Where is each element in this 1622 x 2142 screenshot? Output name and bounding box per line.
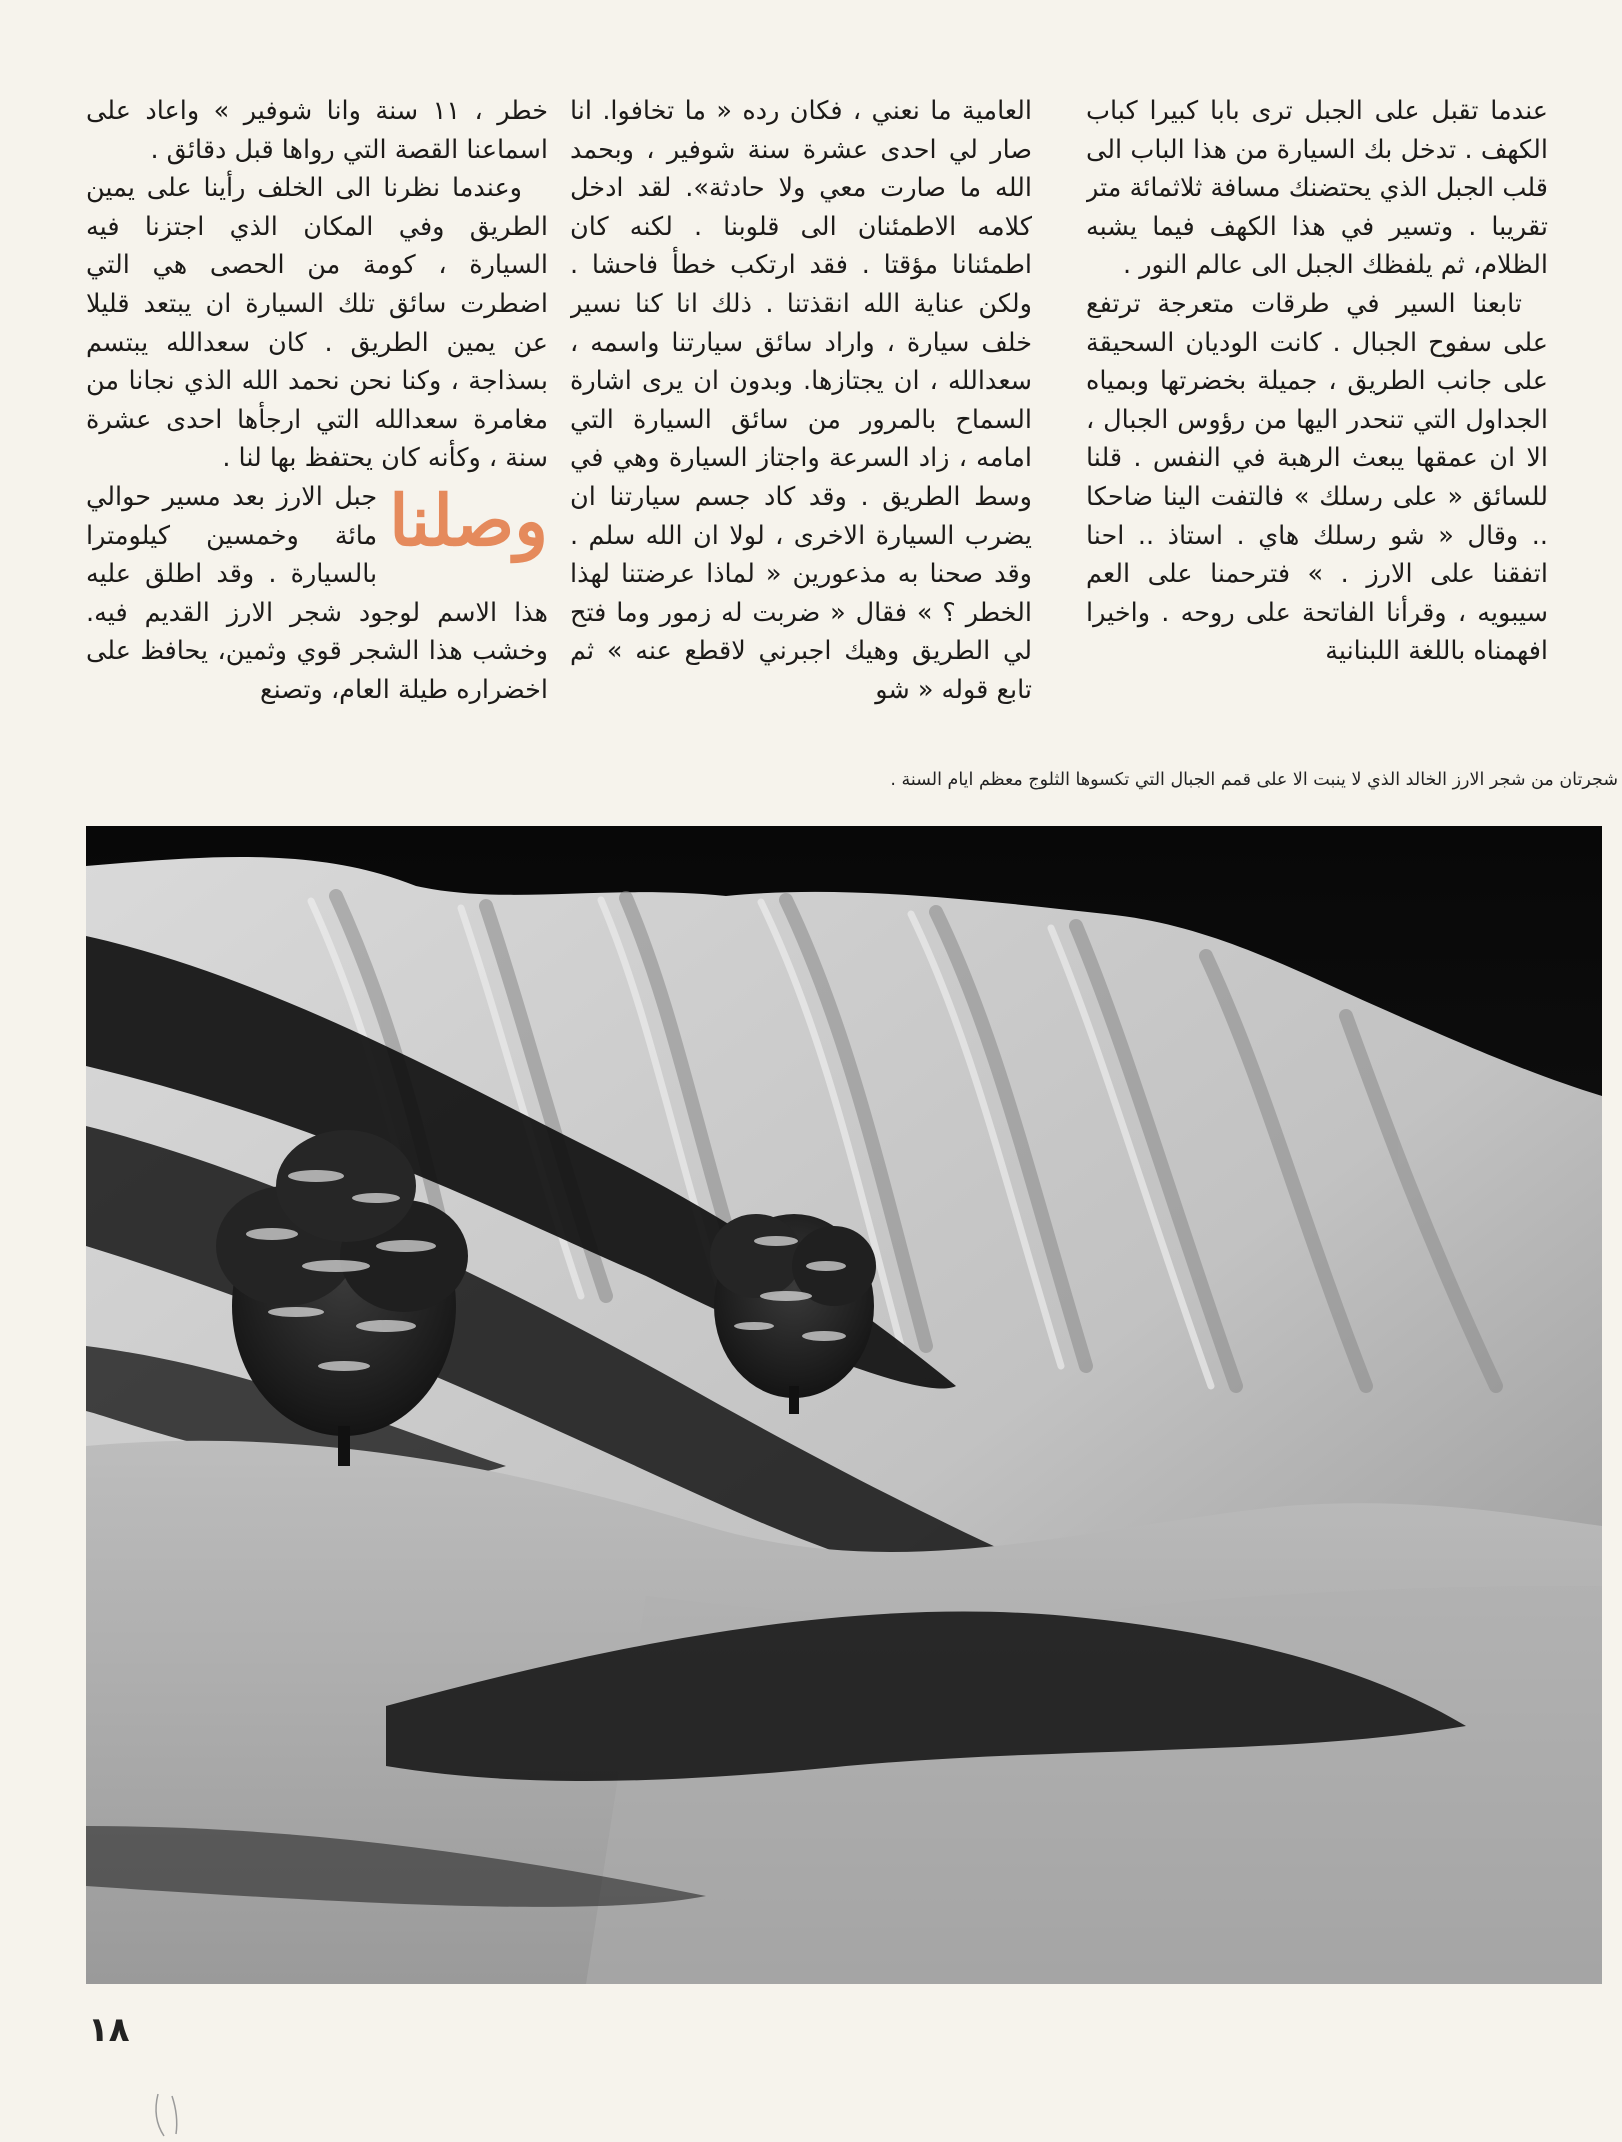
text-column-left: [86, 92, 548, 722]
text-column-right: [1086, 92, 1548, 722]
paragraph: العامية ما نعني ، فكان رده « ما تخافوا. انا صار لي احدى عشرة سنة شوفير ، وبحمد الله ما صارت معي ولا حادثة». لقد ادخل كلامه الاطمئنان الى قلوبنا . لكنه كان اطمئنانا مؤقتا . فقد ارتكب خطأ فاحشا . ولكن عناية الله انقذتنا . ذلك انا كنا نسير خلف سيارة ، واراد سائق سيارتنا واسمه ، سعدالله ، ان يجتازها. وبدون ان يرى اشارة السماح بالمرور من سائق السيارة التي امامه ، زاد السرعة واجتاز السيارة وهي في وسط الطريق . وقد كاد جسم سيارتنا ان يضرب السيارة الاخرى ، لولا ان الله سلم . وقد صحنا به مذعورين « لماذا عرضتنا لهذا الخطر ؟ » فقال « ضربت له زمور وما فتح لي الطريق وهيك اجبرني لاقطع عنه » ثم تابع قوله « شو: [570, 96, 1032, 705]
photo-illustration: [86, 826, 1602, 1984]
cedar-mountain-photo: [86, 826, 1602, 1984]
photo-caption: شجرتان من شجر الارز الخالد الذي لا ينبت الا على قمم الجبال التي تكسوها الثلوج معظم ايام السنة .: [890, 770, 1618, 790]
margin-mark-icon: [150, 2090, 190, 2140]
paragraph: خطر ، ١١ سنة وانا شوفير » واعاد على اسماعنا القصة التي رواها قبل دقائق .: [86, 96, 548, 165]
page-number: ١٨: [88, 2010, 130, 2050]
section-text: جبل الارز بعد مسير حوالي مائة وخمسين كيلومترا بالسيارة . وقد اطلق عليه هذا الاسم لوجود شجر الارز القديم فيه. وخشب هذا الشجر قوي وثمين، يحافظ على اخضراره طيلة العام، وتصنع: [86, 481, 548, 705]
paragraph: تابعنا السير في طرقات متعرجة ترتفع على سفوح الجبال . كانت الوديان السحيقة على جانب الطريق ، جميلة بخضرتها وبمياه الجداول التي تنحدر اليها من رؤوس الجبال ، الا ان عمقها يبعث الرهبة في النفس . قلنا للسائق « على رسلك » فالتفت الينا ضاحكا .. وقال « شو رسلك هاي . استاذ .. احنا اتفقنا على الارز . » فترحمنا على العم سيبويه ، وقرأنا الفاتحة على روحه . واخيرا افهمناه باللغة اللبنانية: [1086, 288, 1548, 667]
section-paragraph: [86, 478, 548, 710]
section-headword: وصلنا: [389, 478, 548, 562]
paragraph: عندما تقبل على الجبل ترى بابا كبيرا كباب الكهف . تدخل بك السيارة من هذا الباب الى قلب الجبل الذي يحتضنك مسافة ثلاثمائة متر تقريبا . وتسير في هذا الكهف فيما يشبه الظلام، ثم يلفظك الجبل الى عالم النور .: [1086, 96, 1548, 281]
paragraph: وعندما نظرنا الى الخلف رأينا على يمين الطريق وفي المكان الذي اجتزنا فيه السيارة ، كومة من الحصى هي التي اضطرت سائق تلك السيارة ان يبتعد قليلا عن يمين الطريق . كان سعدالله يبتسم بسذاجة ، وكنا نحن نحمد الله الذي نجانا من مغامرة سعدالله التي ارجأها احدى عشرة سنة ، وكأنه كان يحتفظ بها لنا .: [86, 173, 548, 474]
text-column-middle: [570, 92, 1032, 722]
